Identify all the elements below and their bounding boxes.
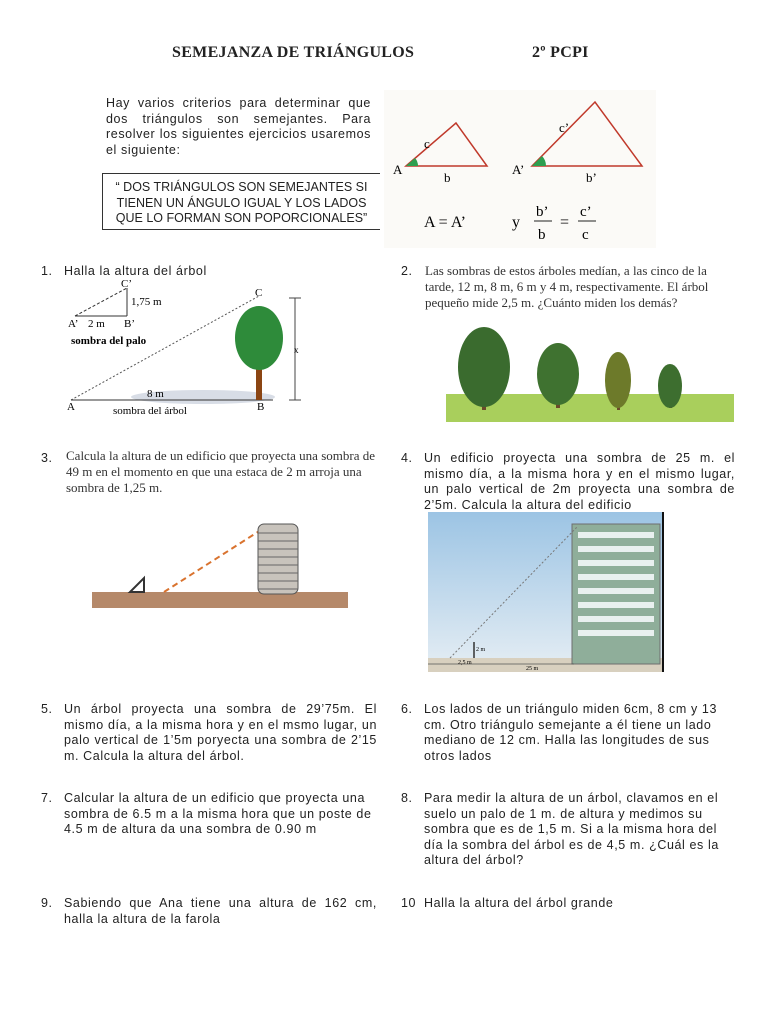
- exercise-number: 2.: [401, 264, 413, 278]
- exercise-2-text: Las sombras de estos árboles medían, a las cinco de la tarde, 12 m, 8 m, 6 m y 4 m, respectivamente. El árbol pequeño mide 2,5 m. ¿Cuánto miden los demás?: [425, 263, 709, 310]
- label-c: C: [255, 287, 263, 299]
- formula-eq: =: [560, 214, 570, 231]
- label-b: b: [444, 170, 451, 185]
- exercise-number: 9.: [41, 896, 53, 910]
- exercise-7-text: Calcular la altura de un edificio que proyecta una sombra de 6.5 m a la misma hora que un poste de 4.5 m de altura da una sombra de 0.90 m: [64, 791, 372, 836]
- label-a: A: [67, 401, 75, 413]
- label-x: x: [294, 345, 299, 355]
- intro-text: Hay varios criterios para determinar que dos triángulos son semejantes. Para resolver los siguientes ejercicios usaremos el siguiente:: [106, 96, 371, 157]
- label-shadow-tree: sombra del árbol: [113, 405, 187, 417]
- exercise-number: 4.: [401, 451, 413, 465]
- page-title: SEMEJANZA DE TRIÁNGULOS: [172, 44, 415, 61]
- tree-4: [658, 364, 682, 408]
- label-stick-shadow: 2,5 m: [458, 660, 472, 666]
- exercise-5-text: Un árbol proyecta una sombra de 29’75m. El mismo día, a la misma hora y en el msmo lugar, un palo vertical de 1’5m poryecta una sombra de 2’15 m. Calcula la altura del árbol.: [64, 702, 377, 763]
- label-small-base: 2 m: [88, 318, 105, 330]
- exercise-number: 10: [401, 896, 416, 910]
- course-label: 2º PCPI: [532, 44, 589, 61]
- tree-2: [537, 343, 579, 405]
- label-c-prime: C’: [121, 280, 132, 290]
- exercise-number: 7.: [41, 791, 53, 805]
- criterion-box: “ DOS TRIÁNGULOS SON SEMEJANTES SI TIENEN UN ÁNGULO IGUAL Y LOS LADOS QUE LO FORMAN SON POPORCIONALES”: [102, 173, 380, 230]
- exercise-number: 6.: [401, 702, 413, 716]
- tree-3: [605, 352, 631, 408]
- stake: [130, 578, 144, 592]
- formula-and: y: [512, 214, 520, 231]
- frac2-den: c: [582, 227, 589, 243]
- label-c: c: [424, 136, 430, 151]
- exercise-3-text: Calcula la altura de un edificio que proyecta una sombra de 49 m en el momento en que una estaca de 2 m arroja una sombra de 1,25 m.: [66, 448, 375, 495]
- tree-shadow-figure: [63, 280, 313, 418]
- exercise-4-text: Un edificio proyecta una sombra de 25 m. el mismo día, a la misma hora y en el mismo lugar, un palo vertical de 2m proyecta una sombra de 2’5m. Calcula la altura del edificio: [424, 451, 735, 512]
- label-a: A: [393, 162, 403, 177]
- label-a-prime: A’: [512, 162, 525, 177]
- exercise-number: 8.: [401, 791, 413, 805]
- label-a-prime: A’: [68, 318, 79, 330]
- label-big-base: 8 m: [147, 388, 164, 400]
- tree-1: [458, 327, 510, 407]
- label-b-prime: b’: [586, 170, 597, 185]
- label-b: B: [257, 401, 265, 413]
- exercise-10-text: Halla la altura del árbol grande: [424, 896, 614, 910]
- label-shadow-stick: sombra del palo: [71, 335, 147, 347]
- label-small-height: 1,75 m: [131, 296, 162, 308]
- exercise-9-text: Sabiendo que Ana tiene una altura de 162 cm, halla la altura de la farola: [64, 896, 377, 926]
- building-photo-figure: [428, 512, 664, 672]
- label-c-prime: c’: [559, 120, 570, 135]
- exercise-1-text: Halla la altura del árbol: [64, 264, 207, 278]
- tree-crown: [235, 306, 283, 370]
- label-stick-height: 2 m: [476, 647, 486, 653]
- frac2-num: c’: [580, 204, 592, 220]
- frac1-num: b’: [536, 204, 549, 220]
- building-stake-figure: [92, 516, 348, 608]
- similar-triangles-figure: [384, 90, 656, 248]
- frac1-den: b: [538, 227, 546, 243]
- exercise-number: 1.: [41, 264, 53, 278]
- exercise-8-text: Para medir la altura de un árbol, clavamos en el suelo un palo de 1 m. de altura y medimos su sombra que es de 1,5 m. Si a la misma hora del día la sombra del árbol es de 4,5 m. ¿Cuál es la altura del árbol?: [424, 791, 719, 867]
- exercise-number: 3.: [41, 451, 53, 465]
- figure-border: [662, 512, 664, 672]
- formula-angles: A = A’: [424, 214, 466, 231]
- exercise-6-text: Los lados de un triángulo miden 6cm, 8 cm y 13 cm. Otro triángulo semejante a él tiene un lado mediano de 12 cm. Halla las longitudes de sus otros lados: [424, 702, 718, 763]
- building: [258, 524, 298, 594]
- exercise-number: 5.: [41, 702, 53, 716]
- label-building-shadow: 25 m: [526, 666, 539, 672]
- four-trees-figure: [446, 322, 734, 422]
- label-b-prime: B’: [124, 318, 135, 330]
